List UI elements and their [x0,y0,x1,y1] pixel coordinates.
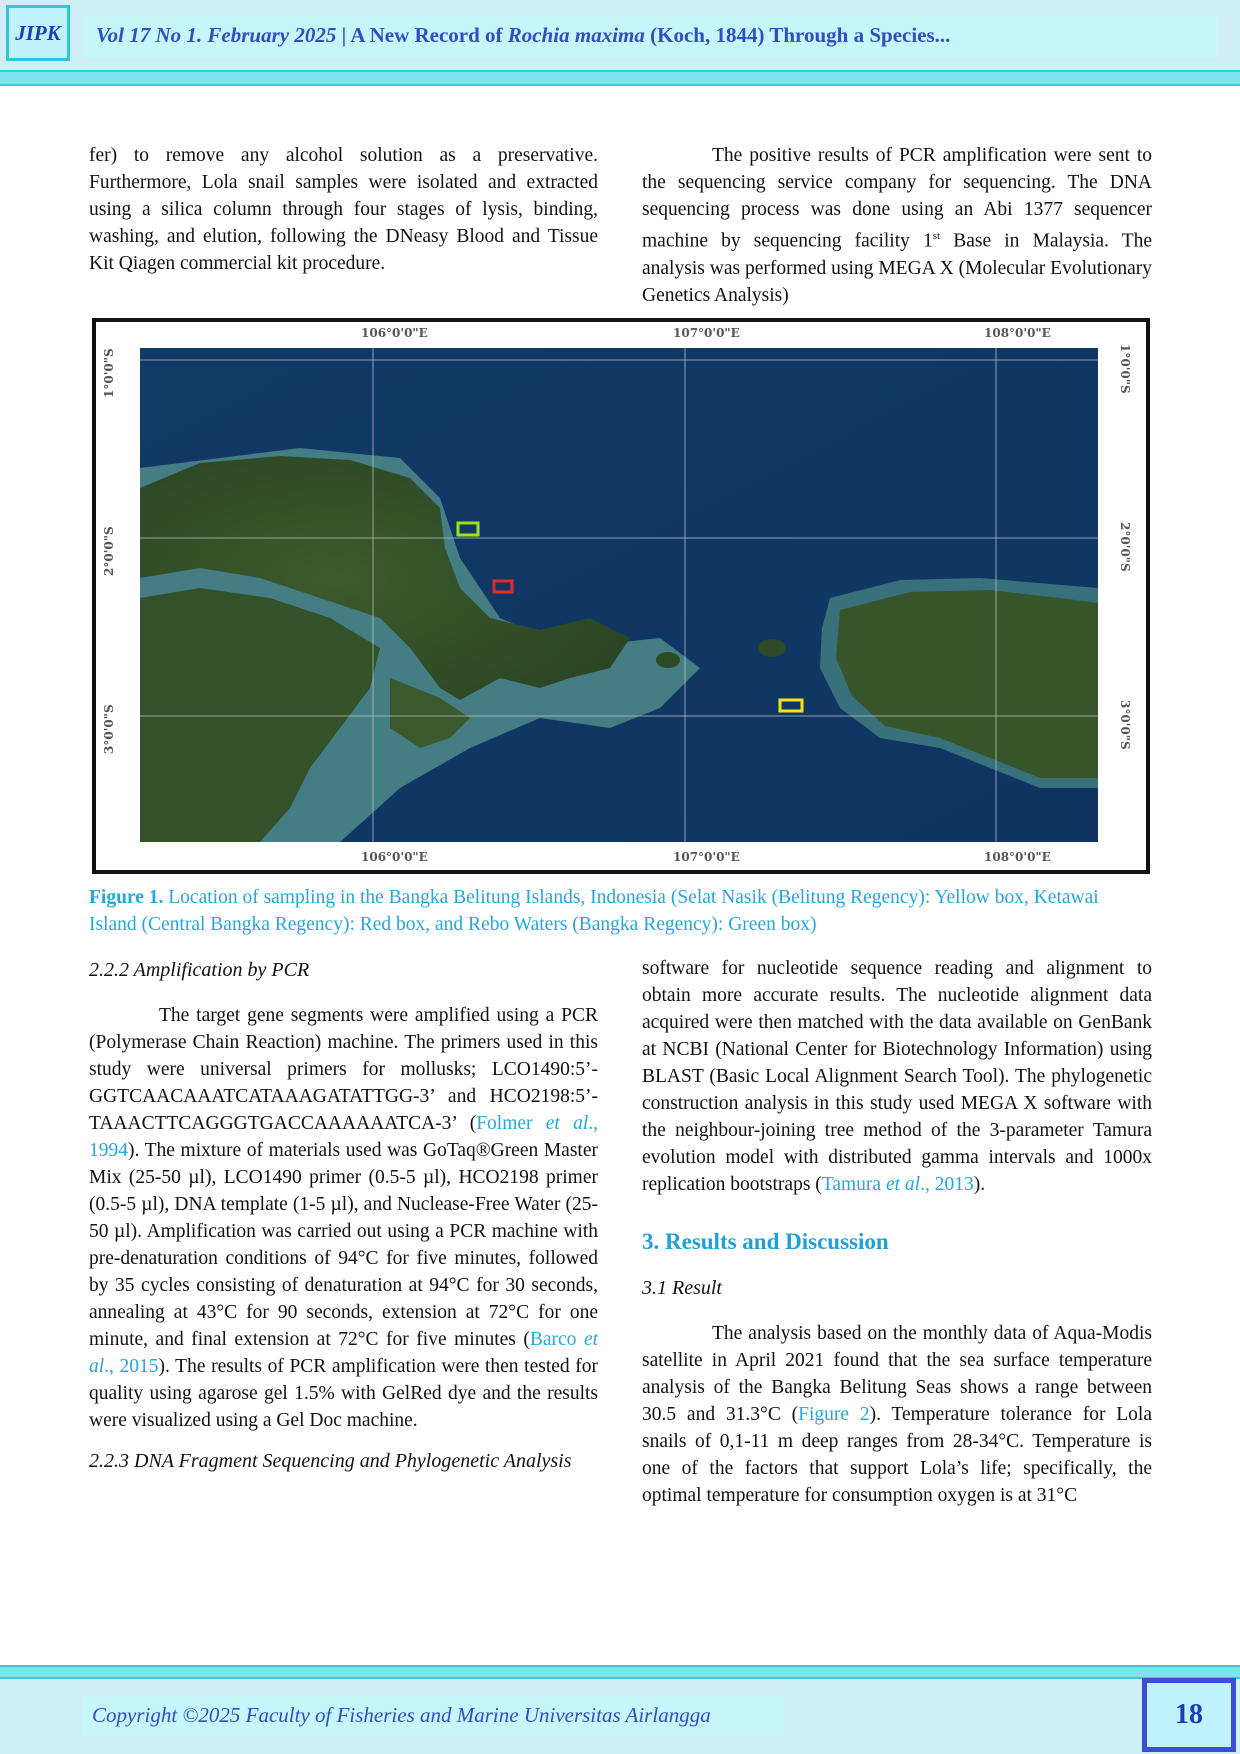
caption-label: Figure 1. [89,887,164,908]
heading-3-1: 3.1 Result [642,1277,722,1299]
paragraph-mega [642,955,1152,1198]
paragraph-extraction: fer) to remove any alcohol solution as a preservative. Furthermore, Lola snail samples were isolated and extracted using a silica column through four stages of lysis, binding, washing, and elution, following the DNeasy Blood and Tissue Kit Qiagen commercial kit procedure. [89,145,598,274]
paragraph-pcr [89,1002,598,1434]
results-text-b: ). Temperature tolerance for Lola snails of 0,1-11 m deep ranges from 28-34°C. Temperature is one of the factors that support Lola’s life; specifically, the optimal temperature for consumption oxygen is at 31°C [642,1404,1152,1506]
lon-label-top-107: 107°0'0"E [673,326,740,340]
journal-issue: Vol 17 No 1. February 2025 [96,23,337,47]
right-column-top [642,142,1152,309]
paragraph-results [642,1320,1152,1509]
page-number: 18 [1142,1678,1236,1752]
cite-year: ., 2013 [920,1174,974,1195]
figure-caption [89,884,1151,938]
left-column-bottom [89,957,598,1475]
seq-text-a: The positive results of PCR amplification were sent to the sequencing service company for sequencing. The DNA sequencing process was done using an Abi 1377 sequencer machine by sequencing facility 1 [642,145,1152,252]
lat-label-right-1: 1°0'0"S [1118,344,1132,394]
heading-2-2-2: 2.2.2 Amplification by PCR [89,959,310,981]
title-rest: (Koch, 1844) Through a Species... [644,23,951,47]
superscript: st [932,230,941,242]
lat-label-right-3: 3°0'0"S [1118,700,1132,750]
lon-label-top-108: 108°0'0"E [984,326,1051,340]
page-header [0,0,1240,70]
lon-label-bottom-106: 106°0'0"E [361,850,428,864]
pcr-text-c: ). The results of PCR amplification were then tested for quality using agarose gel 1.5% with GelRed dye and the results were visualized using a Gel Doc machine. [89,1356,598,1431]
cite-author: Tamura [821,1174,886,1195]
figure-2-link[interactable]: Figure 2 [798,1404,870,1425]
copyright-notice: Copyright ©2025 Faculty of Fisheries and Marine Universitas Airlangga [82,1695,784,1735]
section-heading-results: 3. Results and Discussion [642,1229,889,1254]
heading-2-2-3: 2.2.3 DNA Fragment Sequencing and Phylogenetic Analysis [89,1450,572,1472]
lon-label-top-106: 106°0'0"E [361,326,428,340]
cite-etal: et al [89,1329,599,1377]
islet [656,652,680,668]
cite-etal: et al [885,1174,921,1195]
lon-label-bottom-107: 107°0'0"E [673,850,740,864]
figure-1-map [92,318,1150,874]
mega-text-a: software for nucleotide sequence reading and alignment to obtain more accurate results. The nucleotide alignment data acquired were then matched with the data available on GenBank at NCBI (National Center for Biotechnology Information) using BLAST (Basic Local Alignment Search Tool). The phylogenetic construction analysis in this study used MEGA X software with the neighbour-joining tree method of the 3-parameter Tamura evolution model with distributed gamma intervals and 1000x replication bootstraps ( [642,958,1152,1195]
pcr-text-a: The target gene segments were amplified using a PCR (Polymerase Chain Reaction) machine. The primers used in this study were universal primers for mollusks; LCO1490:5’-GGTCAACAAATCATAAAGATATTGG-3’ and HCO2198:5’-TAAACTTCAGGGTGACCAAAAAATCA-3’ ( [89,1005,598,1134]
pcr-text-b: ). The mixture of materials used was GoTaq®Green Master Mix (25-50 µl), LCO1490 primer (0.5-5 µl), HCO2198 primer (0.5-5 µl), DNA template (1-5 µl), and Nuclease-Free Water (25-50 µl). Amplification was carried out using a PCR machine with pre-denaturation conditions of 94°C for five minutes, followed by 35 cycles consisting of denaturation at 94°C for 30 seconds, annealing at 43°C for 90 seconds, extension at 72°C for one minute, and final extension at 72°C for five minutes ( [89,1140,598,1350]
lat-label-left-3: 3°0'0"S [102,704,116,754]
lat-label-left-2: 2°0'0"S [102,526,116,576]
islet [758,639,786,657]
cite-author: Folmer [476,1113,546,1134]
lat-label-right-2: 2°0'0"S [1118,522,1132,572]
header-divider [0,70,1240,86]
left-column-top [89,142,598,277]
title-sep: | A New Record of [336,23,508,47]
running-title [84,16,1218,58]
journal-logo: JIPK [6,5,70,61]
lon-label-bottom-108: 108°0'0"E [984,850,1051,864]
paragraph-sequencing [642,142,1152,309]
page-footer [0,1679,1240,1754]
citation-tamura[interactable] [822,1174,974,1195]
species-name: Rochia maxima [507,23,645,47]
cite-author: Barco [529,1329,584,1350]
mega-text-b: ). [973,1174,986,1195]
satellite-map [140,348,1098,842]
results-text-a: The analysis based on the monthly data of Aqua-Modis satellite in April 2021 found that the sea surface temperature analysis of the Bangka Belitung Seas shows a range between 30.5 and 31.3°C ( [642,1323,1152,1425]
caption-text: Location of sampling in the Bangka Belitung Islands, Indonesia (Selat Nasik (Belitung Regency): Yellow box, Ketawai Island (Central Bangka Regency): Red box, and Rebo Waters (Bangka Regency): Green box) [89,887,1099,935]
footer-divider [0,1665,1240,1679]
right-column-bottom [642,955,1152,1509]
map-svg [140,348,1098,842]
cite-year: ., 1994 [89,1113,598,1161]
cite-year: ., 2015 [104,1356,159,1377]
seq-text-b: Base in Malaysia. The analysis was performed using MEGA X (Molecular Evolutionary Genetics Analysis) [642,230,1153,306]
lat-label-left-1: 1°0'0"S [102,348,116,398]
cite-etal: et al [545,1113,589,1134]
